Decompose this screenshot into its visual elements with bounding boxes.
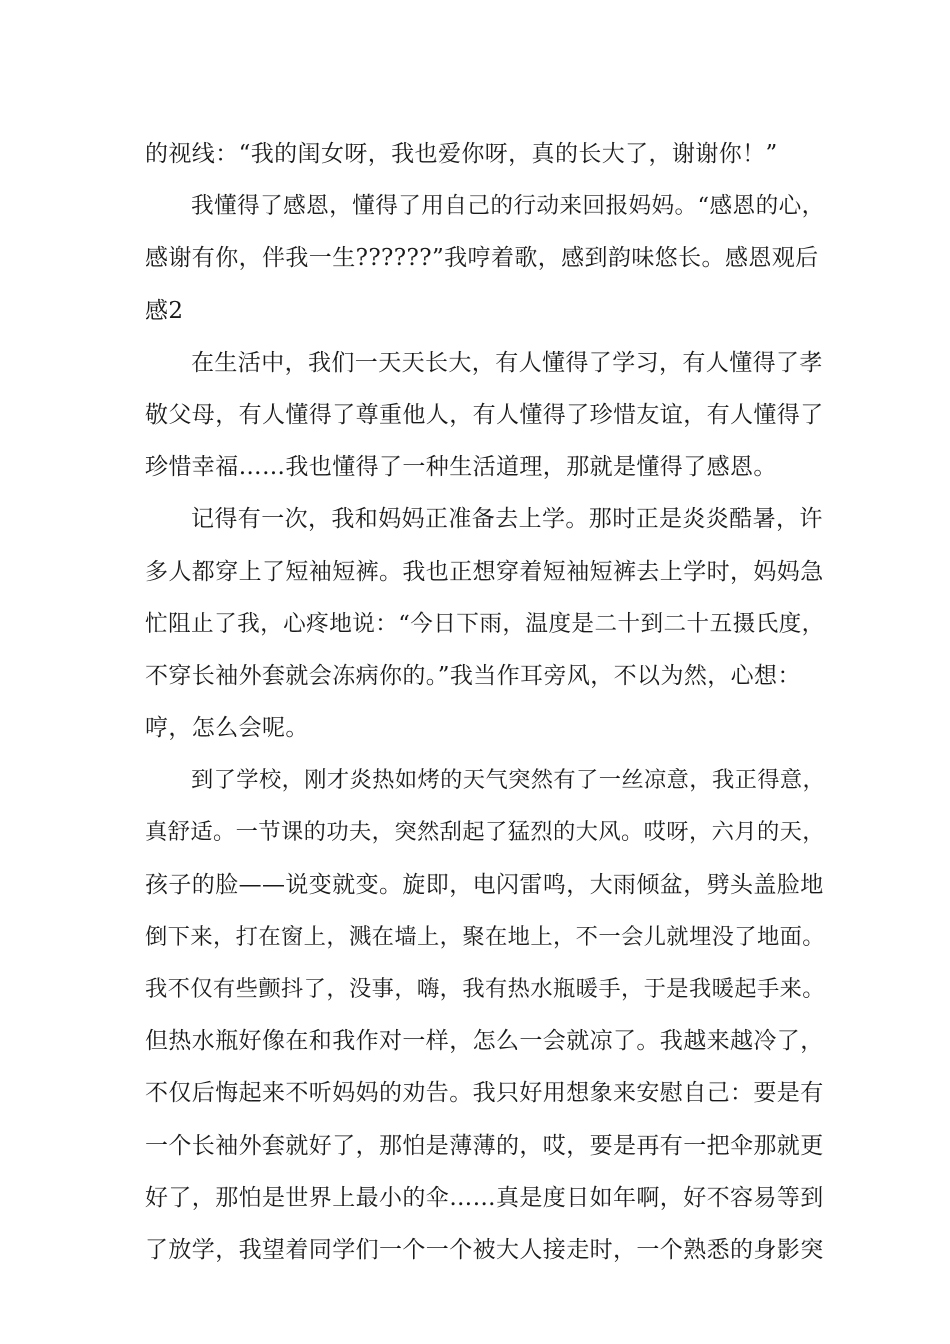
text-line: 不穿长袖外套就会冻病你的。”我当作耳旁风，不以为然，心想： <box>145 662 801 689</box>
text-line: 哼，怎么会呢。 <box>145 715 309 742</box>
text-line: 孩子的脸——说变就变。旋即，电闪雷鸣，大雨倾盆，劈头盖脸地 <box>145 871 824 898</box>
text-line: 不仅后悔起来不听妈妈的劝告。我只好用想象来安慰自己：要是有 <box>145 1080 824 1107</box>
text-line: 的视线：“我的闺女呀，我也爱你呀，真的长大了，谢谢你！” <box>145 141 778 167</box>
text-line: 在生活中，我们一天天长大，有人懂得了学习，有人懂得了孝 <box>191 349 823 376</box>
text-line: 敬父母，有人懂得了尊重他人，有人懂得了珍惜友谊，有人懂得了 <box>145 401 824 428</box>
text-line: 一个长袖外套就好了，那怕是薄薄的，哎，要是再有一把伞那就更 <box>145 1132 824 1159</box>
text-line: 到了学校，刚才炎热如烤的天气突然有了一丝凉意，我正得意， <box>191 767 826 794</box>
text-line: 真舒适。一节课的功夫，突然刮起了猛烈的大风。哎呀，六月的天， <box>145 819 825 846</box>
text-line: 我懂得了感恩，懂得了用自己的行动来回报妈妈。“感恩的心， <box>191 193 825 220</box>
text-line: 我不仅有些颤抖了，没事，嗨，我有热水瓶暖手，于是我暖起手来。 <box>145 976 825 1002</box>
text-line: 感2 <box>145 297 184 324</box>
text-line: 珍惜幸福……我也懂得了一种生活道理，那就是懂得了感恩。 <box>145 454 777 481</box>
text-line: 好了，那怕是世界上最小的伞……真是度日如年啊，好不容易等到 <box>145 1184 824 1211</box>
text-line: 记得有一次，我和妈妈正准备去上学。那时正是炎炎酷暑，许 <box>191 506 823 533</box>
text-line: 多人都穿上了短袖短裤。我也正想穿着短袖短裤去上学时，妈妈急 <box>145 558 824 585</box>
text-line: 了放学，我望着同学们一个一个被大人接走时，一个熟悉的身影突 <box>145 1236 824 1263</box>
text-line: 忙阻止了我，心疼地说：“今日下雨，温度是二十到二十五摄氏度， <box>145 610 825 637</box>
body-text <box>145 128 825 1276</box>
text-line: 倒下来，打在窗上，溅在墙上，聚在地上，不一会儿就埋没了地面。 <box>145 923 825 950</box>
text-line: 但热水瓶好像在和我作对一样，怎么一会就凉了。我越来越冷了， <box>145 1028 824 1055</box>
text-line: 感谢有你，伴我一生??????”我哼着歌，感到韵味悠长。感恩观后 <box>145 245 819 272</box>
